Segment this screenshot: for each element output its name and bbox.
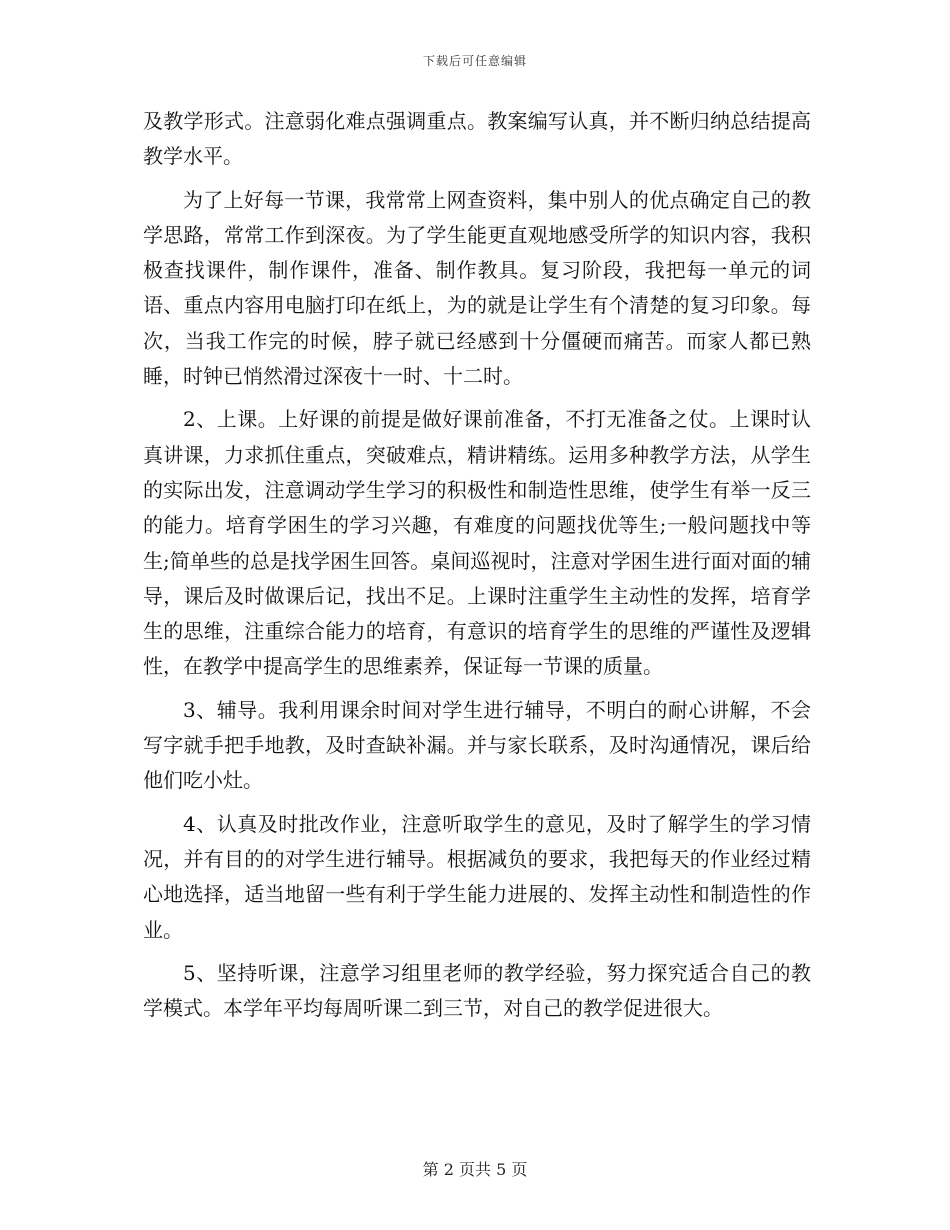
paragraph-continuation: 及教学形式。注意弱化难点强调重点。教案编写认真，并不断归纳总结提高教学水平。 — [143, 109, 811, 169]
paragraph-tutoring: 3、辅导。我利用课余时间对学生进行辅导，不明白的耐心讲解，不会写字就手把手地教，及时查缺补漏。并与家长联系，及时沟通情况，课后给他们吃小灶。 — [143, 697, 811, 793]
page-number: 第 2 页共 5 页 — [422, 1160, 528, 1179]
paragraph-lesson-observation: 5、坚持听课，注意学习组里老师的教学经验，努力探究适合自己的教学模式。本学年平均每周听课二到三节，对自己的教学促进很大。 — [143, 960, 811, 1021]
paragraph-preparation: 为了上好每一节课，我常常上网查资料，集中别人的优点确定自己的教学思路，常常工作到深夜。为了学生能更直观地感受所学的知识内容，我积极查找课件，制作课件，准备、制作教具。复习阶段，我把每一单元的词语、重点内容用电脑打印在纸上，为的就是让学生有个清楚的复习印象。每次，当我工作完的时候，脖子就已经感到十分僵硬而痛苦。而家人都已熟睡，时钟已悄然滑过深夜十一时、十二时。 — [143, 187, 811, 389]
paragraph-class-teaching: 2、上课。上好课的前提是做好课前准备，不打无准备之仗。上课时认真讲课，力求抓住重点，突破难点，精讲精练。运用多种教学方法，从学生的实际出发，注意调动学生学习的积极性和制造性思维，使学生有举一反三的能力。培育学困生的学习兴趣，有难度的问题找优等生;一般问题找中等生;简单些的总是找学困生回答。桌间巡视时，注意对学困生进行面对面的辅导，课后及时做课后记，找出不足。上课时注重学生主动性的发挥，培育学生的思维，注重综合能力的培育，有意识的培育学生的思维的严谨性及逻辑性，在教学中提高学生的思维素养，保证每一节课的质量。 — [143, 407, 811, 679]
paragraph-homework: 4、认真及时批改作业，注意听取学生的意见，及时了解学生的学习情况，并有目的的对学生进行辅导。根据减负的要求，我把每天的作业经过精心地选择，适当地留一些有利于学生能力进展的、发挥主动性和制造性的作业。 — [143, 811, 811, 942]
page-header: 下载后可任意编辑 — [422, 54, 527, 68]
document-body — [143, 104, 811, 1034]
